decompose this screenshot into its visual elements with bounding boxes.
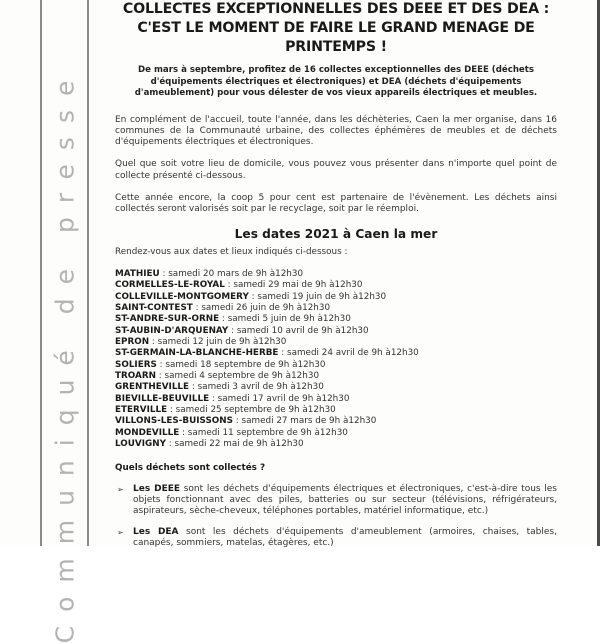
- waste-type-item-dea: [115, 527, 557, 550]
- schedule-item: [115, 348, 557, 359]
- town-name: ST-GERMAIN-LA-BLANCHE-HERBE: [115, 348, 279, 359]
- waste-type-item-deee: [115, 484, 557, 518]
- schedule-date: : samedi 5 juin de 9h à12h30: [219, 314, 351, 325]
- schedule-item: [115, 405, 557, 416]
- schedule-date: : samedi 22 mai de 9h à12h30: [165, 439, 304, 450]
- schedule-date: : samedi 20 mars de 9h à12h30: [159, 268, 304, 279]
- schedule-date: : samedi 19 juin de 9h à12h30: [248, 291, 387, 302]
- dates-intro: Rendez-vous aux dates et lieux indiqués ci-dessous :: [115, 246, 348, 257]
- schedule-date: : samedi 26 juin de 9h à12h30: [192, 302, 331, 313]
- waste-question-heading: Quels déchets sont collectés ?: [115, 463, 266, 474]
- schedule-item: [115, 314, 557, 325]
- town-name: LOUVIGNY: [115, 439, 166, 450]
- paragraph-partner: Cette année encore, la coop 5 pour cent est partenaire de l'évènement. Les déchets ainsi collectés seront valorisés soit par le recyclage, soit par le réemploi.: [115, 192, 557, 215]
- schedule-date: : samedi 29 mai de 9h à12h30: [224, 280, 363, 291]
- town-name: BIEVILLE-BEUVILLE: [115, 393, 210, 404]
- schedule-date: : samedi 18 septembre de 9h à12h30: [156, 359, 326, 370]
- arrow-bullet-icon: ➢: [117, 484, 124, 494]
- schedule-item: [115, 280, 557, 291]
- town-name: VILLONS-LES-BUISSONS: [115, 416, 233, 427]
- schedule-date: : samedi 4 septembre de 9h à12h30: [155, 370, 320, 381]
- waste-term: Les DEA: [133, 526, 179, 537]
- town-name: ETERVILLE: [115, 405, 168, 415]
- arrow-bullet-icon: ➢: [117, 527, 124, 537]
- schedule-date: : samedi 24 avril de 9h à12h30: [278, 348, 419, 359]
- town-name: GRENTHEVILLE: [115, 382, 190, 393]
- lead-paragraph: De mars à septembre, profitez de 16 collectes exceptionnelles des DEEE (déchets d'équipements électriques et électroniques) et DEA (déchets d'équipements d'ameublement) pour vous délester de vos vieux appareils électriques et meubles.: [134, 65, 538, 98]
- schedule-item: [115, 303, 557, 314]
- schedule-item: [115, 371, 557, 382]
- schedule-item: [115, 292, 557, 303]
- schedule-item: [115, 428, 557, 439]
- town-name: MATHIEU: [115, 268, 160, 279]
- document-title: [115, 0, 557, 57]
- town-name: ST-ANDRE-SUR-ORNE: [115, 314, 220, 325]
- waste-term: Les DEEE: [133, 483, 181, 494]
- schedule-item: [115, 382, 557, 393]
- schedule-item: [115, 360, 557, 371]
- schedule-date: : samedi 17 avril de 9h à12h30: [209, 393, 350, 404]
- town-name: MONDEVILLE: [115, 427, 180, 438]
- schedule-item: [115, 416, 557, 427]
- paragraph-complement: En complément de l'accueil, toute l'année, dans les déchèteries, Caen la mer organise, dans 16 communes de la Communauté urbaine, des collectes éphémères de meubles et de déchets d'équipements électriques et électroniques.: [115, 114, 557, 148]
- town-name: COLLEVILLE-MONTGOMERY: [115, 291, 249, 302]
- waste-description: sont les déchets d'équipements électriques et électroniques, c'est-à-dire tous les objets fonctionnant avec des piles, batteries ou sur secteur (télévisions, réfrigérateurs, aspirateurs, sèche-cheveux, téléphones portables, matériel informatique, etc.): [133, 483, 557, 517]
- town-name: ST-AUBIN-D'ARQUENAY: [115, 325, 229, 336]
- collection-schedule-list: [115, 269, 557, 451]
- banner-text: Communiqué de presse: [50, 66, 79, 643]
- schedule-date: : samedi 12 juin de 9h à12h30: [149, 336, 287, 347]
- press-release-banner: [40, 0, 89, 643]
- document-content: [115, 0, 557, 559]
- schedule-item: [115, 326, 557, 337]
- town-name: SOLIERS: [115, 359, 157, 370]
- title-line-1: COLLECTES EXCEPTIONNELLES DES DEEE ET DES DEA :: [122, 1, 550, 17]
- schedule-item: [115, 439, 557, 450]
- schedule-item: [115, 269, 557, 280]
- waste-types-list: [115, 484, 557, 550]
- town-name: CORMELLES-LE-ROYAL: [115, 280, 225, 291]
- dates-section-title: Les dates 2021 à Caen la mer: [234, 226, 438, 241]
- schedule-item: [115, 337, 557, 348]
- schedule-date: : samedi 11 septembre de 9h à12h30: [179, 427, 348, 438]
- waste-description: sont les déchets d'équipements d'ameublement (armoires, chaises, tables, canapés, sommiers, matelas, étagères, etc.): [133, 526, 557, 549]
- town-name: SAINT-CONTEST: [115, 302, 193, 313]
- schedule-date: : samedi 10 avril de 9h à12h30: [228, 325, 369, 336]
- paragraph-domicile: Quel que soit votre lieu de domicile, vous pouvez vous présenter dans n'importe quel point de collecte présenté ci-dessous.: [115, 159, 557, 181]
- schedule-date: : samedi 3 avril de 9h à12h30: [189, 382, 324, 393]
- schedule-item: [115, 394, 557, 405]
- title-line-2: C'EST LE MOMENT DE FAIRE LE GRAND MENAGE DE PRINTEMPS !: [137, 20, 535, 55]
- schedule-date: : samedi 27 mars de 9h à12h30: [232, 416, 377, 427]
- town-name: EPRON: [115, 336, 150, 347]
- schedule-date: : samedi 25 septembre de 9h à12h30: [167, 405, 336, 415]
- town-name: TROARN: [115, 370, 156, 381]
